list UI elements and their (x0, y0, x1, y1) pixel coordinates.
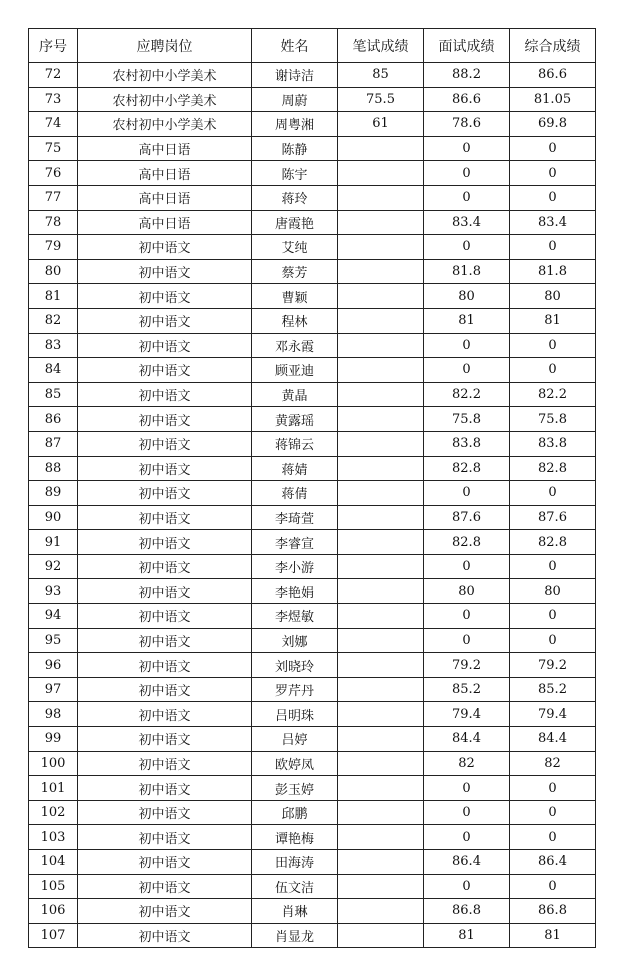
table-row (29, 923, 596, 948)
cell-seq: 78 (29, 210, 78, 235)
cell-interview-score: 79.4 (424, 702, 510, 727)
cell-written-score (338, 308, 424, 333)
cell-interview-score: 0 (424, 628, 510, 653)
cell-seq: 107 (29, 923, 78, 948)
cell-written-score (338, 554, 424, 579)
table-row (29, 776, 596, 801)
table-row (29, 161, 596, 186)
cell-interview-score: 0 (424, 333, 510, 358)
table-row (29, 431, 596, 456)
cell-seq: 80 (29, 259, 78, 284)
cell-name: 黄露瑶 (252, 407, 338, 432)
cell-interview-score: 75.8 (424, 407, 510, 432)
cell-written-score: 75.5 (338, 87, 424, 112)
cell-interview-score: 0 (424, 136, 510, 161)
table-row (29, 653, 596, 678)
cell-position: 初中语文 (78, 382, 252, 407)
cell-total-score: 84.4 (510, 727, 596, 752)
cell-interview-score: 86.8 (424, 899, 510, 924)
cell-seq: 91 (29, 530, 78, 555)
cell-position: 初中语文 (78, 751, 252, 776)
cell-position: 初中语文 (78, 456, 252, 481)
cell-written-score (338, 579, 424, 604)
cell-position: 初中语文 (78, 235, 252, 260)
cell-written-score (338, 800, 424, 825)
cell-written-score (338, 259, 424, 284)
cell-written-score (338, 850, 424, 875)
table-row (29, 284, 596, 309)
cell-total-score: 0 (510, 604, 596, 629)
cell-total-score: 81.05 (510, 87, 596, 112)
cell-written-score (338, 358, 424, 383)
cell-position: 初中语文 (78, 407, 252, 432)
cell-total-score: 85.2 (510, 677, 596, 702)
table-row (29, 850, 596, 875)
cell-total-score: 75.8 (510, 407, 596, 432)
table-row (29, 87, 596, 112)
cell-written-score (338, 185, 424, 210)
cell-interview-score: 0 (424, 604, 510, 629)
cell-seq: 83 (29, 333, 78, 358)
cell-position: 初中语文 (78, 776, 252, 801)
header-position: 应聘岗位 (78, 29, 252, 63)
cell-name: 蒋锦云 (252, 431, 338, 456)
cell-position: 初中语文 (78, 358, 252, 383)
cell-written-score (338, 825, 424, 850)
cell-position: 高中日语 (78, 185, 252, 210)
cell-seq: 89 (29, 481, 78, 506)
cell-name: 周粤湘 (252, 112, 338, 137)
cell-total-score: 82.8 (510, 456, 596, 481)
table-row (29, 874, 596, 899)
cell-seq: 90 (29, 505, 78, 530)
table-body (29, 63, 596, 948)
cell-position: 农村初中小学美术 (78, 112, 252, 137)
cell-written-score (338, 382, 424, 407)
cell-seq: 86 (29, 407, 78, 432)
cell-position: 初中语文 (78, 530, 252, 555)
cell-seq: 98 (29, 702, 78, 727)
cell-total-score: 83.8 (510, 431, 596, 456)
table-row (29, 628, 596, 653)
cell-interview-score: 86.4 (424, 850, 510, 875)
cell-seq: 77 (29, 185, 78, 210)
cell-position: 高中日语 (78, 210, 252, 235)
cell-interview-score: 0 (424, 235, 510, 260)
table-row (29, 358, 596, 383)
header-row (29, 29, 596, 63)
cell-written-score (338, 284, 424, 309)
cell-written-score (338, 923, 424, 948)
cell-position: 初中语文 (78, 579, 252, 604)
cell-total-score: 0 (510, 161, 596, 186)
header-total-score: 综合成绩 (510, 29, 596, 63)
cell-interview-score: 0 (424, 554, 510, 579)
cell-name: 蒋玲 (252, 185, 338, 210)
cell-total-score: 86.6 (510, 63, 596, 88)
cell-total-score: 86.8 (510, 899, 596, 924)
table-row (29, 800, 596, 825)
cell-interview-score: 84.4 (424, 727, 510, 752)
cell-interview-score: 81 (424, 308, 510, 333)
cell-written-score (338, 751, 424, 776)
cell-written-score (338, 628, 424, 653)
cell-position: 初中语文 (78, 505, 252, 530)
cell-name: 彭玉婷 (252, 776, 338, 801)
cell-interview-score: 78.6 (424, 112, 510, 137)
cell-name: 吕明珠 (252, 702, 338, 727)
cell-written-score: 85 (338, 63, 424, 88)
cell-total-score: 81 (510, 308, 596, 333)
cell-written-score (338, 333, 424, 358)
table-row (29, 579, 596, 604)
cell-interview-score: 86.6 (424, 87, 510, 112)
cell-name: 蔡芳 (252, 259, 338, 284)
cell-total-score: 0 (510, 185, 596, 210)
table-row (29, 210, 596, 235)
cell-name: 谭艳梅 (252, 825, 338, 850)
cell-interview-score: 81.8 (424, 259, 510, 284)
cell-total-score: 0 (510, 825, 596, 850)
cell-written-score (338, 210, 424, 235)
table-row (29, 677, 596, 702)
cell-seq: 99 (29, 727, 78, 752)
header-name: 姓名 (252, 29, 338, 63)
table-header (29, 29, 596, 63)
cell-seq: 82 (29, 308, 78, 333)
cell-seq: 92 (29, 554, 78, 579)
cell-interview-score: 0 (424, 161, 510, 186)
cell-name: 肖琳 (252, 899, 338, 924)
cell-written-score: 61 (338, 112, 424, 137)
cell-written-score (338, 874, 424, 899)
cell-total-score: 0 (510, 874, 596, 899)
cell-written-score (338, 407, 424, 432)
cell-total-score: 0 (510, 776, 596, 801)
cell-name: 李琦萱 (252, 505, 338, 530)
cell-interview-score: 81 (424, 923, 510, 948)
cell-seq: 94 (29, 604, 78, 629)
cell-interview-score: 83.8 (424, 431, 510, 456)
cell-seq: 72 (29, 63, 78, 88)
cell-position: 初中语文 (78, 554, 252, 579)
cell-seq: 95 (29, 628, 78, 653)
cell-total-score: 0 (510, 554, 596, 579)
table-row (29, 727, 596, 752)
cell-total-score: 0 (510, 136, 596, 161)
table-row (29, 481, 596, 506)
cell-position: 初中语文 (78, 727, 252, 752)
table-row (29, 136, 596, 161)
cell-written-score (338, 653, 424, 678)
table-row (29, 382, 596, 407)
cell-total-score: 82 (510, 751, 596, 776)
header-interview-score: 面试成绩 (424, 29, 510, 63)
cell-name: 程林 (252, 308, 338, 333)
cell-position: 初中语文 (78, 628, 252, 653)
table-row (29, 899, 596, 924)
cell-name: 罗芹丹 (252, 677, 338, 702)
cell-total-score: 69.8 (510, 112, 596, 137)
cell-total-score: 79.4 (510, 702, 596, 727)
table-row (29, 63, 596, 88)
cell-name: 刘娜 (252, 628, 338, 653)
cell-total-score: 0 (510, 358, 596, 383)
cell-written-score (338, 481, 424, 506)
table-row (29, 259, 596, 284)
cell-seq: 103 (29, 825, 78, 850)
cell-seq: 87 (29, 431, 78, 456)
cell-seq: 93 (29, 579, 78, 604)
cell-written-score (338, 677, 424, 702)
cell-seq: 105 (29, 874, 78, 899)
cell-position: 初中语文 (78, 850, 252, 875)
cell-seq: 84 (29, 358, 78, 383)
cell-name: 唐霞艳 (252, 210, 338, 235)
table-row (29, 185, 596, 210)
cell-name: 李睿宣 (252, 530, 338, 555)
cell-total-score: 0 (510, 628, 596, 653)
table-row (29, 751, 596, 776)
cell-written-score (338, 136, 424, 161)
cell-total-score: 0 (510, 800, 596, 825)
cell-name: 顾亚迪 (252, 358, 338, 383)
header-written-score: 笔试成绩 (338, 29, 424, 63)
cell-position: 初中语文 (78, 825, 252, 850)
cell-interview-score: 88.2 (424, 63, 510, 88)
cell-interview-score: 85.2 (424, 677, 510, 702)
cell-written-score (338, 456, 424, 481)
cell-seq: 81 (29, 284, 78, 309)
cell-name: 谢诗洁 (252, 63, 338, 88)
table-row (29, 554, 596, 579)
cell-position: 初中语文 (78, 604, 252, 629)
cell-interview-score: 87.6 (424, 505, 510, 530)
cell-total-score: 0 (510, 333, 596, 358)
cell-seq: 102 (29, 800, 78, 825)
cell-seq: 88 (29, 456, 78, 481)
table-row (29, 825, 596, 850)
cell-position: 农村初中小学美术 (78, 63, 252, 88)
cell-total-score: 83.4 (510, 210, 596, 235)
cell-written-score (338, 505, 424, 530)
cell-seq: 79 (29, 235, 78, 260)
cell-written-score (338, 235, 424, 260)
cell-total-score: 86.4 (510, 850, 596, 875)
cell-total-score: 81 (510, 923, 596, 948)
cell-written-score (338, 530, 424, 555)
cell-written-score (338, 899, 424, 924)
cell-total-score: 80 (510, 579, 596, 604)
cell-name: 田海涛 (252, 850, 338, 875)
table-row (29, 308, 596, 333)
cell-position: 高中日语 (78, 136, 252, 161)
cell-name: 陈宇 (252, 161, 338, 186)
cell-name: 李小游 (252, 554, 338, 579)
table-row (29, 333, 596, 358)
cell-total-score: 82.2 (510, 382, 596, 407)
cell-interview-score: 0 (424, 481, 510, 506)
table-row (29, 505, 596, 530)
cell-name: 曹颖 (252, 284, 338, 309)
cell-name: 周蔚 (252, 87, 338, 112)
table-row (29, 702, 596, 727)
cell-seq: 85 (29, 382, 78, 407)
cell-name: 李煜敏 (252, 604, 338, 629)
cell-position: 初中语文 (78, 923, 252, 948)
cell-total-score: 0 (510, 235, 596, 260)
cell-total-score: 79.2 (510, 653, 596, 678)
cell-name: 邓永霞 (252, 333, 338, 358)
cell-seq: 106 (29, 899, 78, 924)
cell-name: 陈静 (252, 136, 338, 161)
cell-written-score (338, 776, 424, 801)
cell-seq: 97 (29, 677, 78, 702)
cell-position: 初中语文 (78, 481, 252, 506)
header-seq: 序号 (29, 29, 78, 63)
cell-name: 刘晓玲 (252, 653, 338, 678)
cell-interview-score: 0 (424, 185, 510, 210)
cell-position: 初中语文 (78, 333, 252, 358)
cell-interview-score: 82.8 (424, 456, 510, 481)
cell-seq: 74 (29, 112, 78, 137)
cell-interview-score: 0 (424, 874, 510, 899)
cell-name: 伍文洁 (252, 874, 338, 899)
cell-written-score (338, 161, 424, 186)
cell-interview-score: 82.8 (424, 530, 510, 555)
cell-name: 艾纯 (252, 235, 338, 260)
cell-seq: 100 (29, 751, 78, 776)
cell-seq: 96 (29, 653, 78, 678)
table-row (29, 530, 596, 555)
cell-position: 高中日语 (78, 161, 252, 186)
cell-seq: 104 (29, 850, 78, 875)
table-row (29, 235, 596, 260)
cell-interview-score: 0 (424, 800, 510, 825)
cell-written-score (338, 431, 424, 456)
cell-name: 黄晶 (252, 382, 338, 407)
cell-name: 欧婷凤 (252, 751, 338, 776)
cell-seq: 73 (29, 87, 78, 112)
table-row (29, 456, 596, 481)
cell-name: 吕婷 (252, 727, 338, 752)
table-row (29, 112, 596, 137)
cell-interview-score: 80 (424, 284, 510, 309)
cell-name: 李艳娟 (252, 579, 338, 604)
cell-name: 蒋婧 (252, 456, 338, 481)
table-row (29, 604, 596, 629)
cell-written-score (338, 604, 424, 629)
cell-interview-score: 0 (424, 358, 510, 383)
cell-total-score: 80 (510, 284, 596, 309)
cell-total-score: 87.6 (510, 505, 596, 530)
cell-position: 初中语文 (78, 677, 252, 702)
cell-total-score: 81.8 (510, 259, 596, 284)
score-table (28, 28, 596, 948)
cell-interview-score: 83.4 (424, 210, 510, 235)
cell-interview-score: 0 (424, 776, 510, 801)
cell-total-score: 0 (510, 481, 596, 506)
table-row (29, 407, 596, 432)
cell-interview-score: 79.2 (424, 653, 510, 678)
cell-position: 初中语文 (78, 800, 252, 825)
cell-interview-score: 0 (424, 825, 510, 850)
cell-seq: 101 (29, 776, 78, 801)
cell-position: 初中语文 (78, 259, 252, 284)
cell-position: 初中语文 (78, 702, 252, 727)
cell-written-score (338, 727, 424, 752)
cell-written-score (338, 702, 424, 727)
cell-position: 初中语文 (78, 284, 252, 309)
cell-position: 初中语文 (78, 308, 252, 333)
cell-seq: 76 (29, 161, 78, 186)
cell-position: 初中语文 (78, 431, 252, 456)
cell-interview-score: 80 (424, 579, 510, 604)
cell-position: 初中语文 (78, 874, 252, 899)
cell-name: 邱鹏 (252, 800, 338, 825)
cell-name: 蒋倩 (252, 481, 338, 506)
cell-interview-score: 82 (424, 751, 510, 776)
cell-position: 初中语文 (78, 653, 252, 678)
cell-position: 农村初中小学美术 (78, 87, 252, 112)
cell-name: 肖显龙 (252, 923, 338, 948)
cell-position: 初中语文 (78, 899, 252, 924)
cell-seq: 75 (29, 136, 78, 161)
cell-total-score: 82.8 (510, 530, 596, 555)
cell-interview-score: 82.2 (424, 382, 510, 407)
